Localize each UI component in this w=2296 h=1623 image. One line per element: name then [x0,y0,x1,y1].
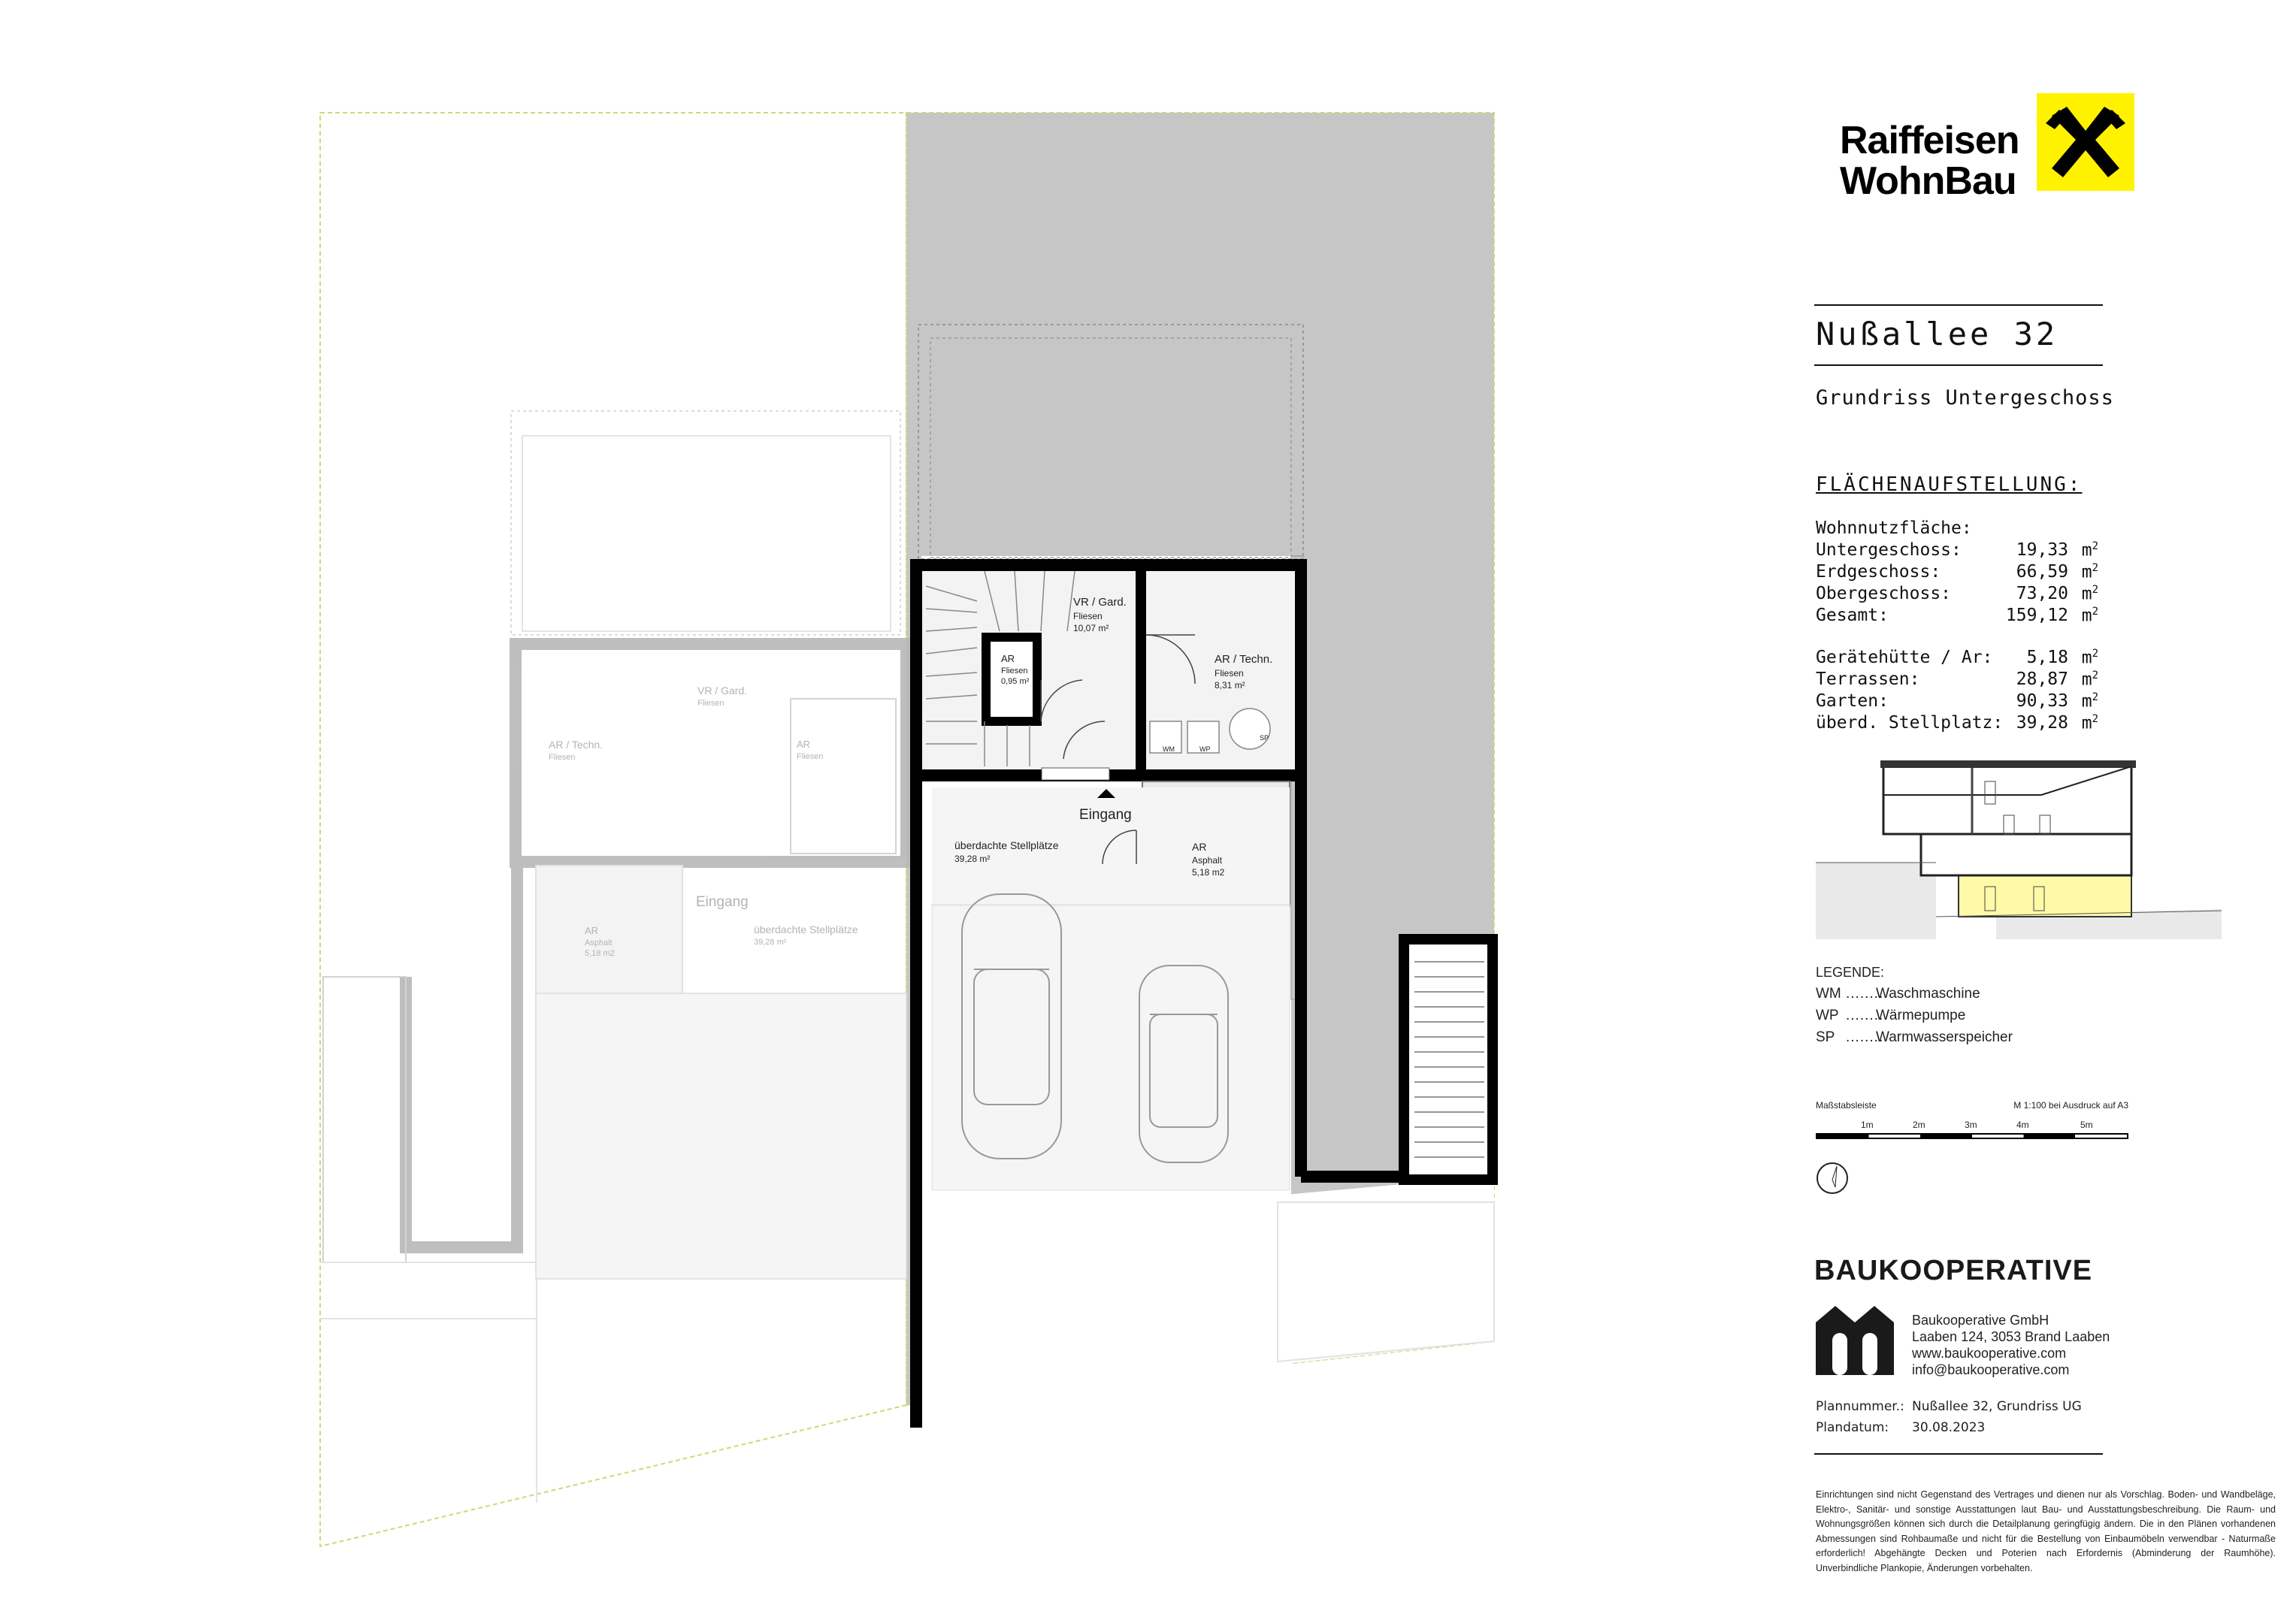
room-ar-small-label: AR Fliesen 0,95 m² [1001,653,1030,687]
area-row: Gesamt: 159,12 $m^2$ [1816,606,2098,626]
area-row: Erdgeschoss: 66,59 $m^2$ [1816,562,2098,582]
divider [1814,364,2103,366]
area-row: Untergeschoss: 19,33 $m^2$ [1816,540,2098,561]
divider [1814,1453,2103,1455]
external-stair-right [1404,939,1493,1180]
sp-label: SP [1260,734,1269,742]
neighbour-ar-small-label: AR Fliesen [797,739,824,761]
wp-label: WP [1199,745,1211,753]
sp-tank [1230,709,1270,749]
section-drawing [1816,751,2222,939]
room-ar-asphalt-label: AR Asphalt 5,18 m2 [1192,841,1225,878]
plan-subtitle: Grundriss Untergeschoss [1816,386,2114,410]
area-table [1816,518,2098,736]
neighbour-carport-label: überdachte Stellplätze 39,28 m² [754,923,858,947]
room-carport-label: überdachte Stellplätze 39,28 m² [954,839,1059,864]
area-row: Obergeschoss: 73,20 $m^2$ [1816,584,2098,604]
raiffeisen-logo-text: Raiffeisen WohnBau [1840,119,2019,203]
area-row: überd. Stellplatz: 39,28 $m^2$ [1816,713,2098,733]
area-heading: FLÄCHENAUFSTELLUNG: [1816,473,2083,496]
neighbour-vr-label: VR / Gard. Fliesen [697,685,748,708]
disclaimer: Einrichtungen sind nicht Gegenstand des Vertrages und dienen nur als Vorschlag. Boden- und Wandbeläge, Elektro-, Sanitär- und sonstige Ausstattungen laut Bau- und Ausstattungsbeschreibung. Die Raum- und Wohnungsgrößen können sich durch die Detailplanung geringfügig ändern. Die in den Plänen vorhandenen Abmessungen sind Rohbaumaße und nicht für die Bestellung von Einbaumöbeln verwendbar - Naturmaße erforderlich! Abgehängte Decken und Poterien nach Erfordernis (Abminderung der Raumhöhe). Unverbindliche Plankopie, Änderungen vorbehalten. [1816,1489,2276,1573]
raiffeisen-logo-icon [2037,93,2134,191]
wm-label: WM [1163,745,1175,753]
neighbour-entrance-label: Eingang [696,894,749,910]
scale-bar: 1m 2m 3m 4m 5m [1816,1120,2128,1141]
area-group-label: Wohnnutzfläche: [1816,518,1972,538]
room-vr-label: VR / Gard. Fliesen 10,07 m² [1073,596,1127,634]
entrance-path [1285,1176,1494,1364]
area-row: Garten: 90,33 $m^2$ [1816,691,2098,712]
scale-note: M 1:100 bei Ausdruck auf A3 [2013,1100,2128,1111]
area-row: Gerätehütte / Ar: 5,18 $m^2$ [1816,648,2098,668]
project-title: Nußallee 32 [1816,316,2059,352]
plan-info: Plannummer.: Nußallee 32, Grundriss UG Plandatum: 30.08.2023 [1816,1399,2082,1435]
architect-name: BAUKOOPERATIVE [1814,1255,2093,1286]
room-ar-tech-label: AR / Techn. Fliesen 8,31 m² [1215,653,1273,691]
scale-label: Maßstabsleiste [1816,1100,1877,1111]
legend-heading: LEGENDE: [1816,965,1885,980]
architect-address: Baukooperative GmbH Laaben 124, 3053 Brand Laaben www.baukooperative.com info@baukooperative.com [1912,1313,2110,1377]
neighbour-ar-asphalt-label: AR Asphalt 5,18 m2 [585,925,615,959]
divider [1814,304,2103,306]
plot-boundary-left [320,113,906,1546]
entrance-label: Eingang [1079,807,1132,823]
legend: WM ........ Waschmaschine WP ........ Wärmepumpe SP ........ Warmwasserspeicher [1816,986,2013,1045]
area-row: Terrassen: 28,87 $m^2$ [1816,669,2098,690]
baukooperative-logo-icon [1816,1300,1894,1375]
neighbour-ar-tech-label: AR / Techn. Fliesen [549,739,603,762]
north-arrow-icon [1816,1162,1849,1195]
